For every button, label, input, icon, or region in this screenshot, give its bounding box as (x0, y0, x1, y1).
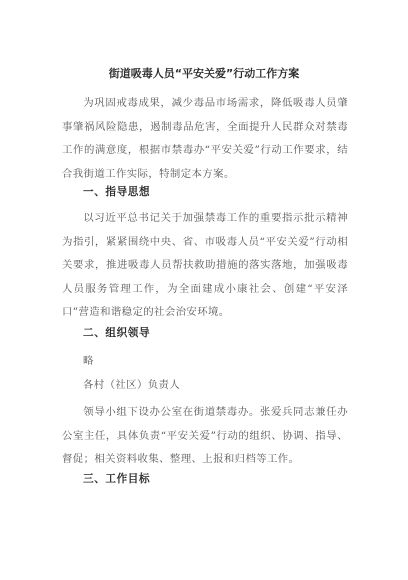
section-heading-guiding-ideology: 一、指导思想 (83, 186, 151, 198)
document-title: 街道吸毒人员“平安关爱”行动工作方案 (108, 67, 300, 80)
organization-omitted-text: 略 (83, 355, 94, 367)
village-leaders-text: 各村（社区）负责人 (83, 379, 181, 391)
guiding-ideology-paragraph (62, 207, 348, 327)
guiding-ideology-text: 以习近平总书记关于加强禁毒工作的重要指示批示精神为指引，紧紧围绕中央、省、市吸毒人员“平安关爱”行动相关要求，推进吸毒人员帮扶救助措施的落实落地，加强吸毒人员服务管理工作，为全面建成小康社会、创建“平安泽口”营造和谐稳定的社会治安环境。 (62, 212, 348, 319)
section-heading-work-goals: 三、工作目标 (83, 473, 151, 485)
intro-text: 为巩固戒毒成果，减少毒品市场需求，降低吸毒人员肇事肇祸风险隐患，遏制毒品危害，全面提升人民群众对禁毒工作的满意度，根据市禁毒办“平安关爱”行动工作要求，结合我街道工作实际，特制定本方案。 (62, 97, 348, 180)
section-heading-organization: 二、组织领导 (83, 327, 151, 339)
organization-office-paragraph (62, 401, 348, 473)
intro-paragraph (62, 92, 348, 188)
organization-office-text: 领导小组下设办公室在街道禁毒办。张爱兵同志兼任办公室主任，具体负责“平安关爱”行动的组织、协调、指导、督促；相关资料收集、整理、上报和归档等工作。 (62, 406, 348, 466)
